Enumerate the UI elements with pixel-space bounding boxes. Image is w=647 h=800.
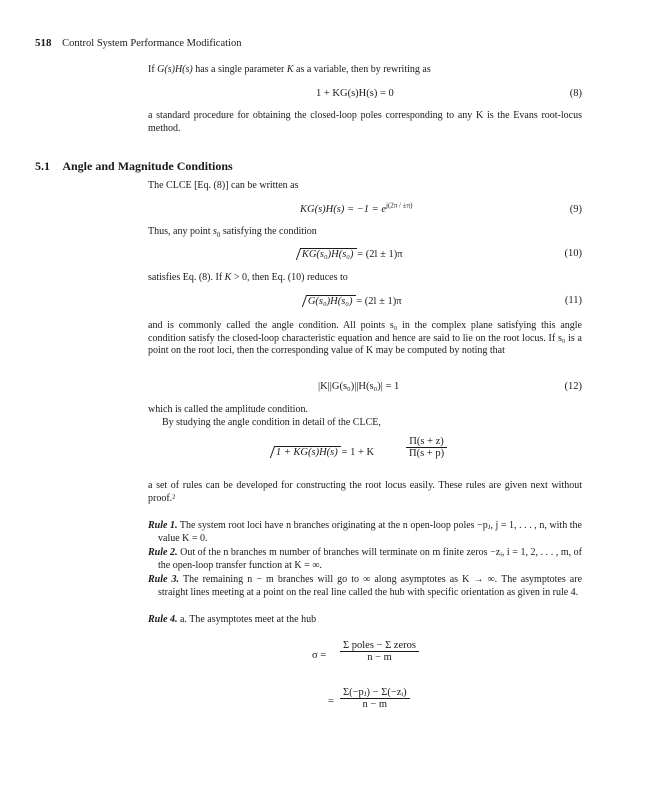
- rule-2-label: Rule 2.: [148, 547, 178, 558]
- hub-fraction-2-numerator: Σ(−pⱼ) − Σ(−zᵢ): [340, 686, 410, 699]
- section-number: 5.1: [35, 159, 50, 173]
- equation-8-number: (8): [569, 88, 582, 99]
- rule-2-text: Out of the n branches m number of branches will terminate on m finite zeros −zᵢ, i = 1, 2, . . . , m, of the open-loop transfer function at K = ∞.: [158, 547, 583, 571]
- section-title: Angle and Magnitude Conditions: [62, 159, 233, 173]
- rule-1-text: The system root loci have n branches originating at the n open-loop poles −pⱼ, j = 1, . . . , n, with the value K = 0.: [158, 520, 582, 544]
- equation-10-angle: KG(s₀)H(s₀): [301, 249, 354, 260]
- equation-12-body: |K||G(s₀)||H(s₀)| = 1: [318, 381, 400, 392]
- rule-3-text: The remaining n − m branches will go to ∞ along asymptotes as K → ∞. The asymptotes are straight lines meeting at a point on the real line called the hub with specific orientation as given in rule 4.: [158, 574, 583, 598]
- hub-fraction-2-denominator: n − m: [362, 699, 388, 710]
- rule-4-label: Rule 4.: [148, 614, 178, 625]
- rule-4-text: a. The asymptotes meet at the hub: [179, 614, 317, 625]
- rules-intro-paragraph: a set of rules can be developed for constructing the root locus easily. These rules are given next without proof.²: [148, 480, 582, 504]
- hub-equation-1: [148, 640, 582, 674]
- hub-fraction-2: [340, 686, 410, 710]
- page-number: 518: [35, 37, 52, 49]
- hub-equals: =: [328, 696, 334, 707]
- equation-10: [148, 248, 582, 264]
- section-heading: [35, 159, 233, 174]
- thus-line: Thus, any point $s_0$ satisfying the condition: [148, 226, 317, 239]
- equation-9: [148, 201, 582, 220]
- equation-13-numerator: Π(s + z): [406, 436, 447, 448]
- rule-1: [148, 520, 582, 545]
- running-header: [35, 37, 241, 49]
- equation-13-denominator: Π(s + p): [409, 448, 445, 459]
- equation-11-number: (11): [564, 295, 582, 306]
- equation-11-rhs: = (2l ± 1)π: [353, 296, 402, 307]
- intro-line: If G(s)H(s) has a single parameter K as a variable, then by rewriting as: [148, 64, 431, 75]
- equation-11-angle: G(s₀)H(s₀): [307, 296, 353, 307]
- equation-10-rhs: = (2l ± 1)π: [354, 249, 403, 260]
- equation-12-number: (12): [564, 381, 582, 392]
- equation-13: [148, 436, 582, 472]
- equation-9-body: KG(s)H(s) = −1 = e: [300, 204, 386, 215]
- equation-13-mid: = 1 + K: [338, 447, 375, 458]
- clce-line: The CLCE [Eq. (8)] can be written as: [148, 180, 299, 191]
- equation-10-number: (10): [564, 248, 582, 259]
- rule-1-label: Rule 1.: [148, 520, 178, 531]
- angle-condition-paragraph: and is commonly called the angle condition. All points s₀ in the complex plane satisfying this angle condition satisfy the closed-loop characteristic equation and hence are said to lie on the root locus. If s₀ is a point on the root loci, then the corresponding value of K may be computed by noting that: [148, 320, 582, 357]
- equation-13-angle: 1 + KG(s)H(s): [275, 447, 338, 458]
- sigma-label: σ =: [312, 650, 327, 661]
- studying-line: By studying the angle condition in detail of the CLCE,: [162, 417, 381, 428]
- hub-fraction-1-denominator: n − m: [367, 652, 392, 663]
- rule-4: [148, 614, 582, 627]
- satisfies-line: satisfies Eq. (8). If K > 0, then Eq. (10) reduces to: [148, 272, 348, 283]
- hub-equation-2: [148, 686, 582, 720]
- rule-3-label: Rule 3.: [148, 574, 180, 585]
- running-title: Control System Performance Modification: [62, 38, 242, 49]
- equation-9-number: (9): [569, 204, 582, 215]
- equation-9-exponent: j(2π / ±π): [386, 201, 413, 210]
- intro-paragraph: a standard procedure for obtaining the closed-loop poles corresponding to any K is the Evans root-locus method.: [148, 110, 582, 134]
- equation-12: [148, 381, 582, 397]
- equation-8-body: 1 + KG(s)H(s) = 0: [316, 88, 394, 99]
- equation-8: [148, 88, 582, 104]
- rule-2: [148, 547, 582, 572]
- amplitude-line: which is called the amplitude condition.: [148, 404, 308, 415]
- hub-fraction-1: [340, 640, 419, 663]
- hub-fraction-1-numerator: Σ poles − Σ zeros: [340, 640, 419, 652]
- equation-13-fraction: [406, 436, 447, 459]
- rule-3: [148, 574, 582, 599]
- equation-11: [148, 295, 582, 311]
